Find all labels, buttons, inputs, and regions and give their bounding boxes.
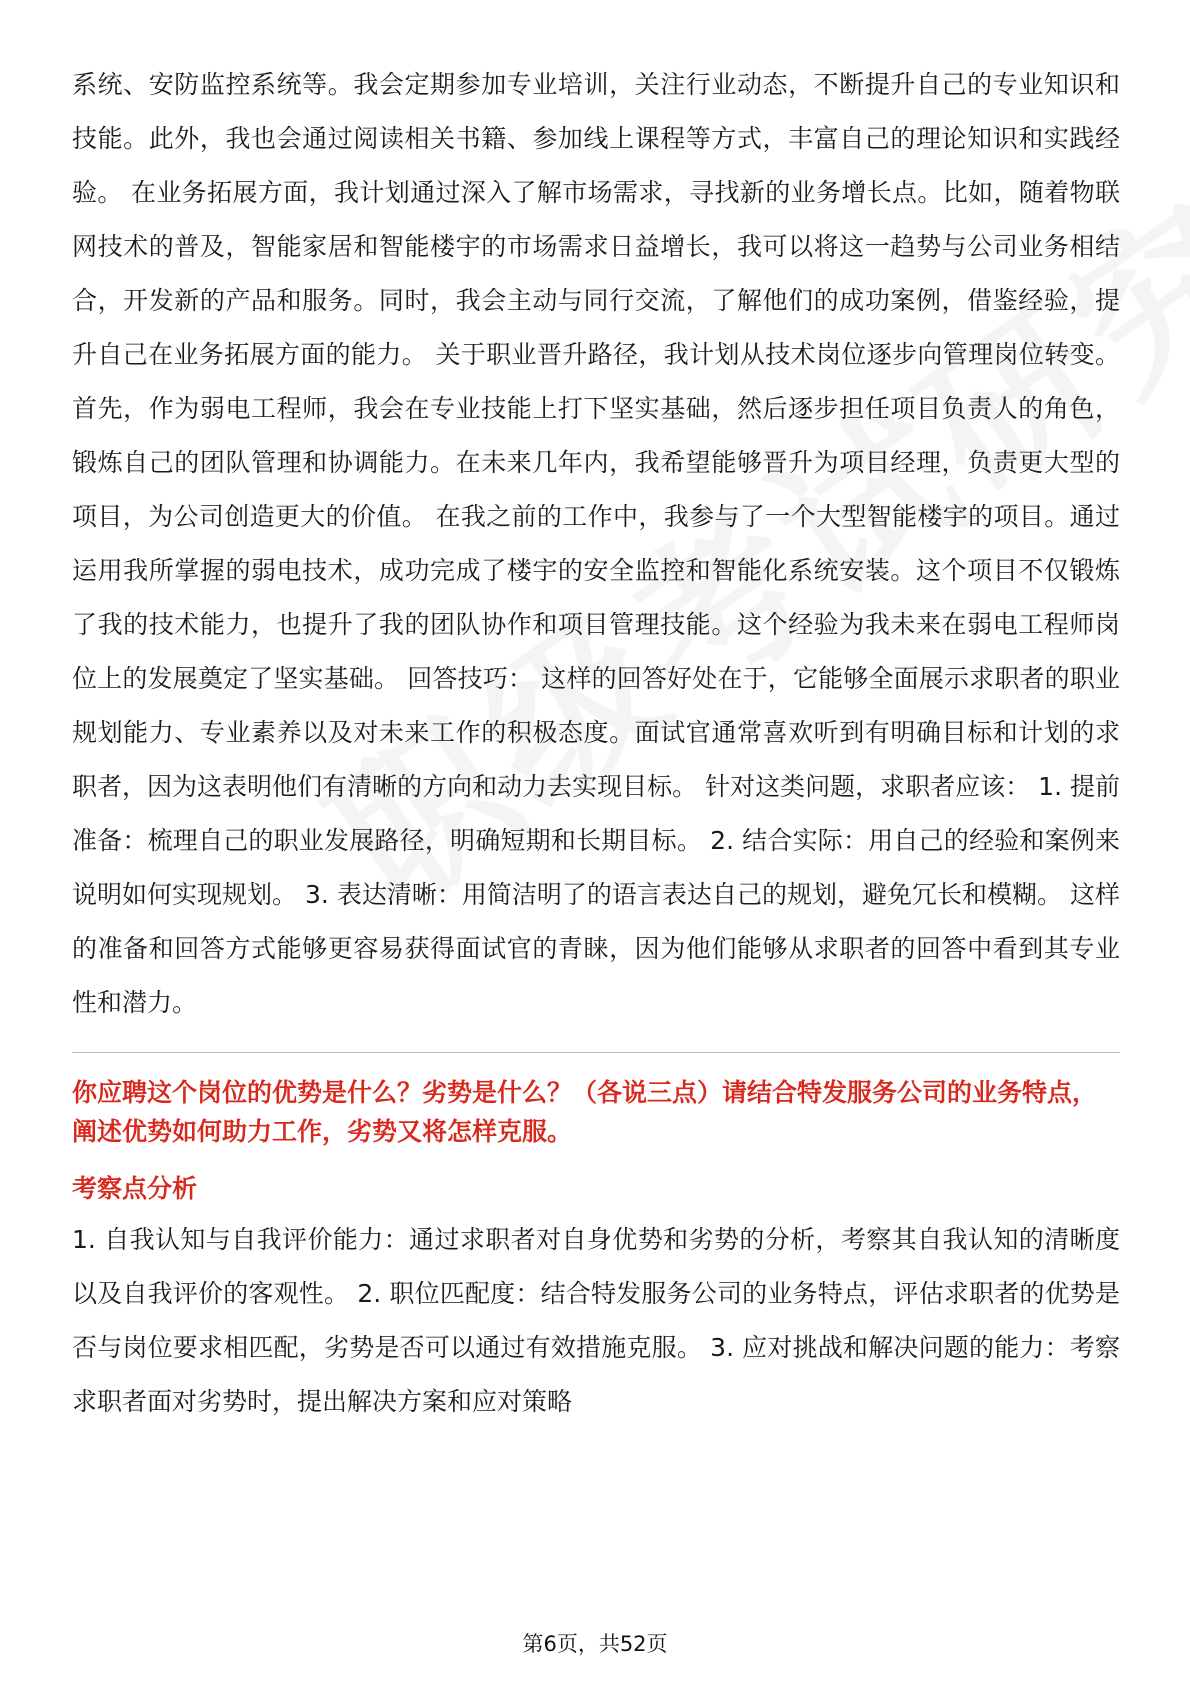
page-footer: 第6页，共52页 [522, 1632, 668, 1656]
document-content [72, 58, 1120, 1429]
analysis-heading: 考察点分析 [72, 1174, 198, 1203]
section-divider [72, 1052, 1120, 1053]
answer-paragraph: 系统、安防监控系统等。我会定期参加专业培训，关注行业动态，不断提升自己的专业知识和技能。此外，我也会通过阅读相关书籍、参加线上课程等方式，丰富自己的理论知识和实践经验。 在业务拓展方面，我计划通过深入了解市场需求，寻找新的业务增长点。比如，随着物联网技术的普及，智能家居和智能楼宇的市场需求日益增长，我可以将这一趋势与公司业务相结合，开发新的产品和服务。同时，我会主动与同行交流，了解他们的成功案例，借鉴经验，提升自己在业务拓展方面的能力。 关于职业晋升路径，我计划从技术岗位逐步向管理岗位转变。首先，作为弱电工程师，我会在专业技能上打下坚实基础，然后逐步担任项目负责人的角色，锻炼自己的团队管理和协调能力。在未来几年内，我希望能够晋升为项目经理，负责更大型的项目，为公司创造更大的价值。 在我之前的工作中，我参与了一个大型智能楼宇的项目。通过运用我所掌握的弱电技术，成功完成了楼宇的安全监控和智能化系统安装。这个项目不仅锻炼了我的技术能力，也提升了我的团队协作和项目管理技能。这个经验为我未来在弱电工程师岗位上的发展奠定了坚实基础。 回答技巧： 这样的回答好处在于，它能够全面展示求职者的职业规划能力、专业素养以及对未来工作的积极态度。面试官通常喜欢听到有明确目标和计划的求职者，因为这表明他们有清晰的方向和动力去实现目标。 针对这类问题，求职者应该： 1. 提前准备：梳理自己的职业发展路径，明确短期和长期目标。 2. 结合实际：用自己的经验和案例来说明如何实现规划。 3. 表达清晰：用简洁明了的语言表达自己的规划，避免冗长和模糊。 这样的准备和回答方式能够更容易获得面试官的青睐，因为他们能够从求职者的回答中看到其专业性和潜力。 [72, 70, 1120, 1017]
interview-question: 你应聘这个岗位的优势是什么？劣势是什么？（各说三点）请结合特发服务公司的业务特点，阐述优势如何助力工作，劣势又将怎样克服。 [72, 1078, 1098, 1146]
analysis-paragraph: 1. 自我认知与自我评价能力：通过求职者对自身优势和劣势的分析，考察其自我认知的清晰度以及自我评价的客观性。 2. 职位匹配度：结合特发服务公司的业务特点，评估求职者的优势是否与岗位要求相匹配，劣势是否可以通过有效措施克服。 3. 应对挑战和解决问题的能力：考察求职者面对劣势时，提出解决方案和应对策略 [72, 1225, 1120, 1416]
